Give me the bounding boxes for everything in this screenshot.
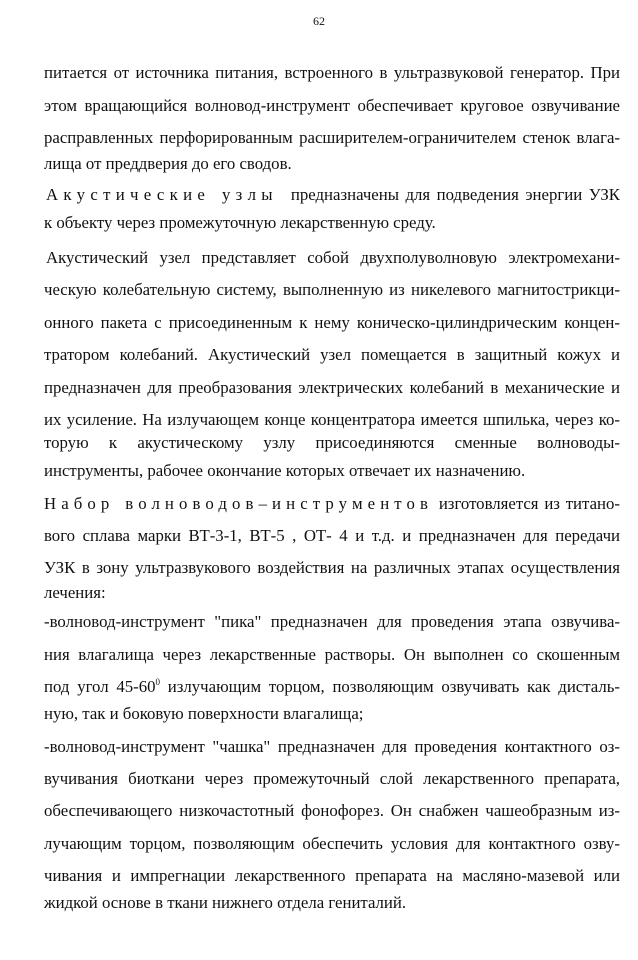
text-line: жидкой основе в ткани нижнего отдела гениталий.	[44, 893, 407, 912]
text-line: вучивания биоткани через промежуточный слой лекарственного препарата,	[44, 769, 620, 788]
paragraph-line	[46, 185, 620, 205]
text-line: расправленных перфорированным расширителем-ограничителем стенок влага-	[44, 128, 620, 147]
text-fragment: изготовляется из титано-	[438, 494, 620, 513]
text-line: тратором колебаний. Акустический узел помещается в защитный кожух и	[44, 345, 620, 364]
section-heading-instrument-set: Набор волноводов–инструментов	[44, 494, 434, 513]
text-line: этом вращающийся волновод-инструмент обеспечивает круговое озвучивание	[44, 96, 620, 115]
text-line: лучающим торцом, позволяющим обеспечить условия для контактного озву-	[44, 834, 620, 853]
text-line: вого сплава марки ВТ-3-1, ВТ-5 , ОТ- 4 и т.д. и предназначен для передачи	[44, 526, 620, 545]
text-line: -волновод-инструмент "пика" предназначен для проведения этапа озвучива-	[44, 612, 620, 631]
text-line: лечения:	[44, 583, 106, 602]
text-line: торую к акустическому узлу присоединяются сменные волноводы-	[44, 433, 620, 452]
text-line: Акустический узел представляет собой двухполуволновую электромехани-	[46, 248, 620, 267]
text-line: онного пакета с присоединенным к нему коническо-цилиндрическим концен-	[44, 313, 620, 332]
paragraph-line	[44, 677, 620, 697]
section-heading-acoustic-units: Акустические узлы	[46, 185, 278, 204]
text-line: чивания и импрегнации лекарственного препарата на масляно-мазевой или	[44, 866, 620, 885]
text-line: их усиление. На излучающем конце концентратора имеется шпилька, через ко-	[44, 410, 620, 429]
text-line: к объекту через промежуточную лекарственную среду.	[44, 213, 436, 232]
paragraph-line	[44, 494, 620, 514]
text-line: ную, так и боковую поверхности влагалища;	[44, 704, 364, 723]
text-line: УЗК в зону ультразвукового воздействия на различных этапах осуществления	[44, 558, 620, 577]
page-number: 62	[313, 14, 325, 28]
text-line: питается от источника питания, встроенного в ультразвуковой генератор. При	[44, 63, 620, 82]
text-line: -волновод-инструмент "чашка" предназначен для проведения контактного оз-	[44, 737, 620, 756]
text-line: ния влагалища через лекарственные растворы. Он выполнен со скошенным	[44, 645, 620, 664]
text-line: инструменты, рабочее окончание которых отвечает их назначению.	[44, 461, 526, 480]
text-fragment: предназначены для подведения энергии УЗК	[290, 185, 620, 204]
text-line: предназначен для преобразования электрических колебаний в механические и	[44, 378, 620, 397]
text-line: ческую колебательную систему, выполненную из никелевого магнитострикци-	[44, 280, 620, 299]
text-line: лища от преддверия до его сводов.	[44, 154, 292, 173]
text-fragment: излучающим торцом, позволяющим озвучивать как дисталь-	[160, 677, 620, 696]
text-fragment: под угол 45-60	[44, 677, 156, 696]
degree-superscript: 0	[155, 677, 161, 687]
text-line: обеспечивающего низкочастотный фонофорез. Он снабжен чашеобразным из-	[44, 801, 620, 820]
